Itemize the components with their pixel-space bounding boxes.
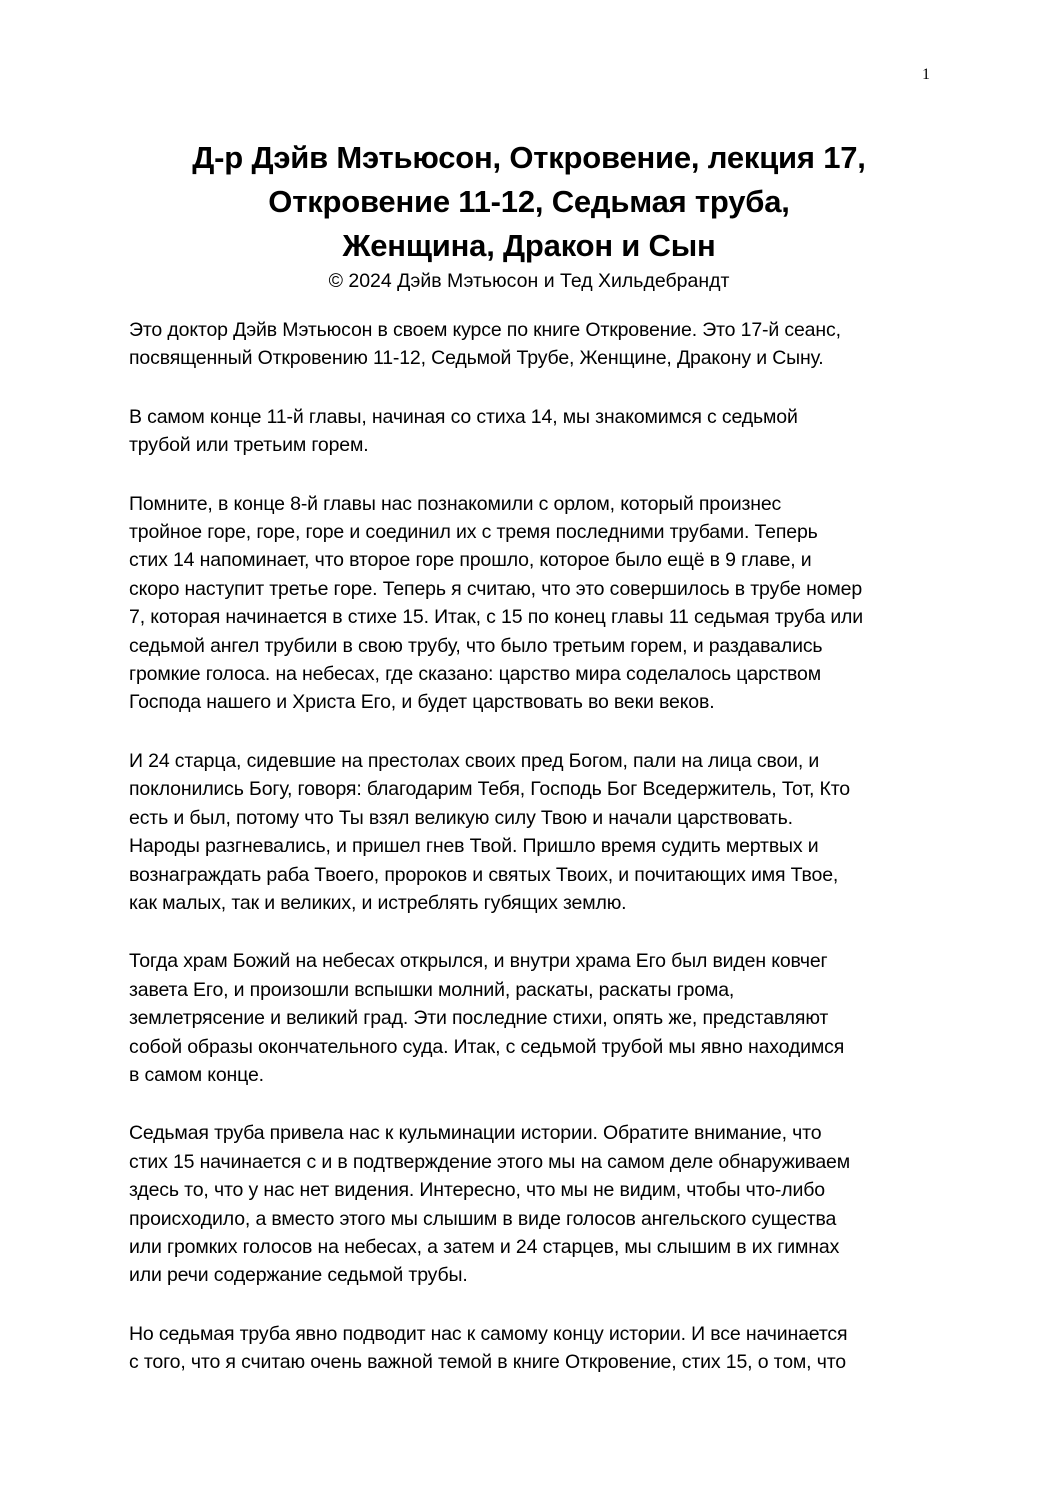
text-line: Но седьмая труба явно подводит нас к самому концу истории. И все начинается — [129, 1322, 848, 1345]
text-line: посвященный Откровению 11-12, Седьмой Трубе, Женщине, Дракону и Сыну. — [129, 347, 824, 370]
paragraph-6 — [129, 1119, 934, 1289]
text-line: поклонились Богу, говоря: благодарим Тебя, Господь Бог Вседержитель, Тот, Кто — [129, 778, 850, 801]
text-line: тройное горе, горе, горе и соединил их с тремя последними трубами. Теперь — [129, 521, 818, 544]
paragraph-1 — [129, 316, 934, 373]
text-line: завета Его, и произошли вспышки молний, раскаты, раскаты грома, — [129, 978, 735, 1001]
text-line: седьмой ангел трубили в свою трубу, что было третьим горем, и раздавались — [129, 634, 823, 657]
text-line: вознаграждать раба Твоего, пророков и святых Твоих, и почитающих имя Твое, — [129, 863, 839, 886]
text-line: или громких голосов на небесах, а затем и 24 старцев, мы слышим в их гимнах — [129, 1235, 840, 1258]
text-line: Помните, в конце 8-й главы нас познакомили с орлом, который произнес — [129, 492, 782, 515]
text-line: Это доктор Дэйв Мэтьюсон в своем курсе по книге Откровение. Это 17-й сеанс, — [129, 319, 841, 341]
paragraph-2 — [129, 403, 934, 460]
text-line: В самом конце 11-й главы, начиная со стиха 14, мы знакомимся с седьмой — [129, 405, 798, 428]
text-line: собой образы окончательного суда. Итак, с седьмой трубой мы явно находимся — [129, 1035, 845, 1058]
document-body — [129, 316, 934, 1407]
text-line: 7, которая начинается в стихе 15. Итак, с 15 по конец главы 11 седьмая труба или — [129, 606, 864, 629]
text-line: И 24 старца, сидевшие на престолах своих пред Богом, пали на лица свои, и — [129, 749, 820, 772]
title-line-3: Женщина, Дракон и Сын — [342, 228, 716, 263]
text-line: с того, что я считаю очень важной темой в книге Откровение, стих 15, о том, что — [129, 1351, 846, 1374]
paragraph-4 — [129, 747, 934, 917]
text-line: стих 14 напоминает, что второе горе прошло, которое было ещё в 9 главе, и — [129, 549, 812, 572]
text-line: или речи содержание седьмой трубы. — [129, 1264, 468, 1287]
title-line-1: Д-р Дэйв Мэтьюсон, Откровение, лекция 17, — [192, 140, 866, 175]
document-header — [100, 136, 958, 294]
copyright-notice: © 2024 Дэйв Мэтьюсон и Тед Хильдебрандт — [328, 270, 730, 292]
text-line: как малых, так и великих, и истреблять губящих землю. — [129, 891, 627, 914]
text-line: Народы разгневались, и пришел гнев Твой. Пришло время судить мертвых и — [129, 835, 819, 858]
text-line: землетрясение и великий град. Эти последние стихи, опять же, представляют — [129, 1007, 829, 1030]
text-line: есть и был, потому что Ты взял великую силу Твою и начали царствовать. — [129, 806, 793, 829]
text-line: скоро наступит третье горе. Теперь я считаю, что это совершилось в трубе номер — [129, 577, 863, 600]
text-line: трубой или третьим горем. — [129, 434, 369, 457]
text-line: Тогда храм Божий на небесах открылся, и внутри храма Его был виден ковчег — [129, 950, 828, 973]
text-line: здесь то, что у нас нет видения. Интересно, что мы не видим, чтобы что-либо — [129, 1179, 825, 1202]
text-line: происходило, а вместо этого мы слышим в виде голосов ангельского существа — [129, 1207, 837, 1230]
text-line: Господа нашего и Христа Его, и будет царствовать во веки веков. — [129, 691, 715, 714]
paragraph-7 — [129, 1320, 934, 1377]
title-line-2: Откровение 11-12, Седьмая труба, — [268, 184, 790, 219]
page-number: 1 — [922, 66, 930, 83]
text-line: громкие голоса. на небесах, где сказано: царство мира соделалось царством — [129, 663, 822, 686]
text-line: Седьмая труба привела нас к кульминации истории. Обратите внимание, что — [129, 1122, 822, 1145]
paragraph-5 — [129, 947, 934, 1089]
text-line: в самом конце. — [129, 1063, 264, 1086]
paragraph-3 — [129, 490, 934, 717]
text-line: стих 15 начинается с и в подтверждение этого мы на самом деле обнаруживаем — [129, 1150, 850, 1173]
